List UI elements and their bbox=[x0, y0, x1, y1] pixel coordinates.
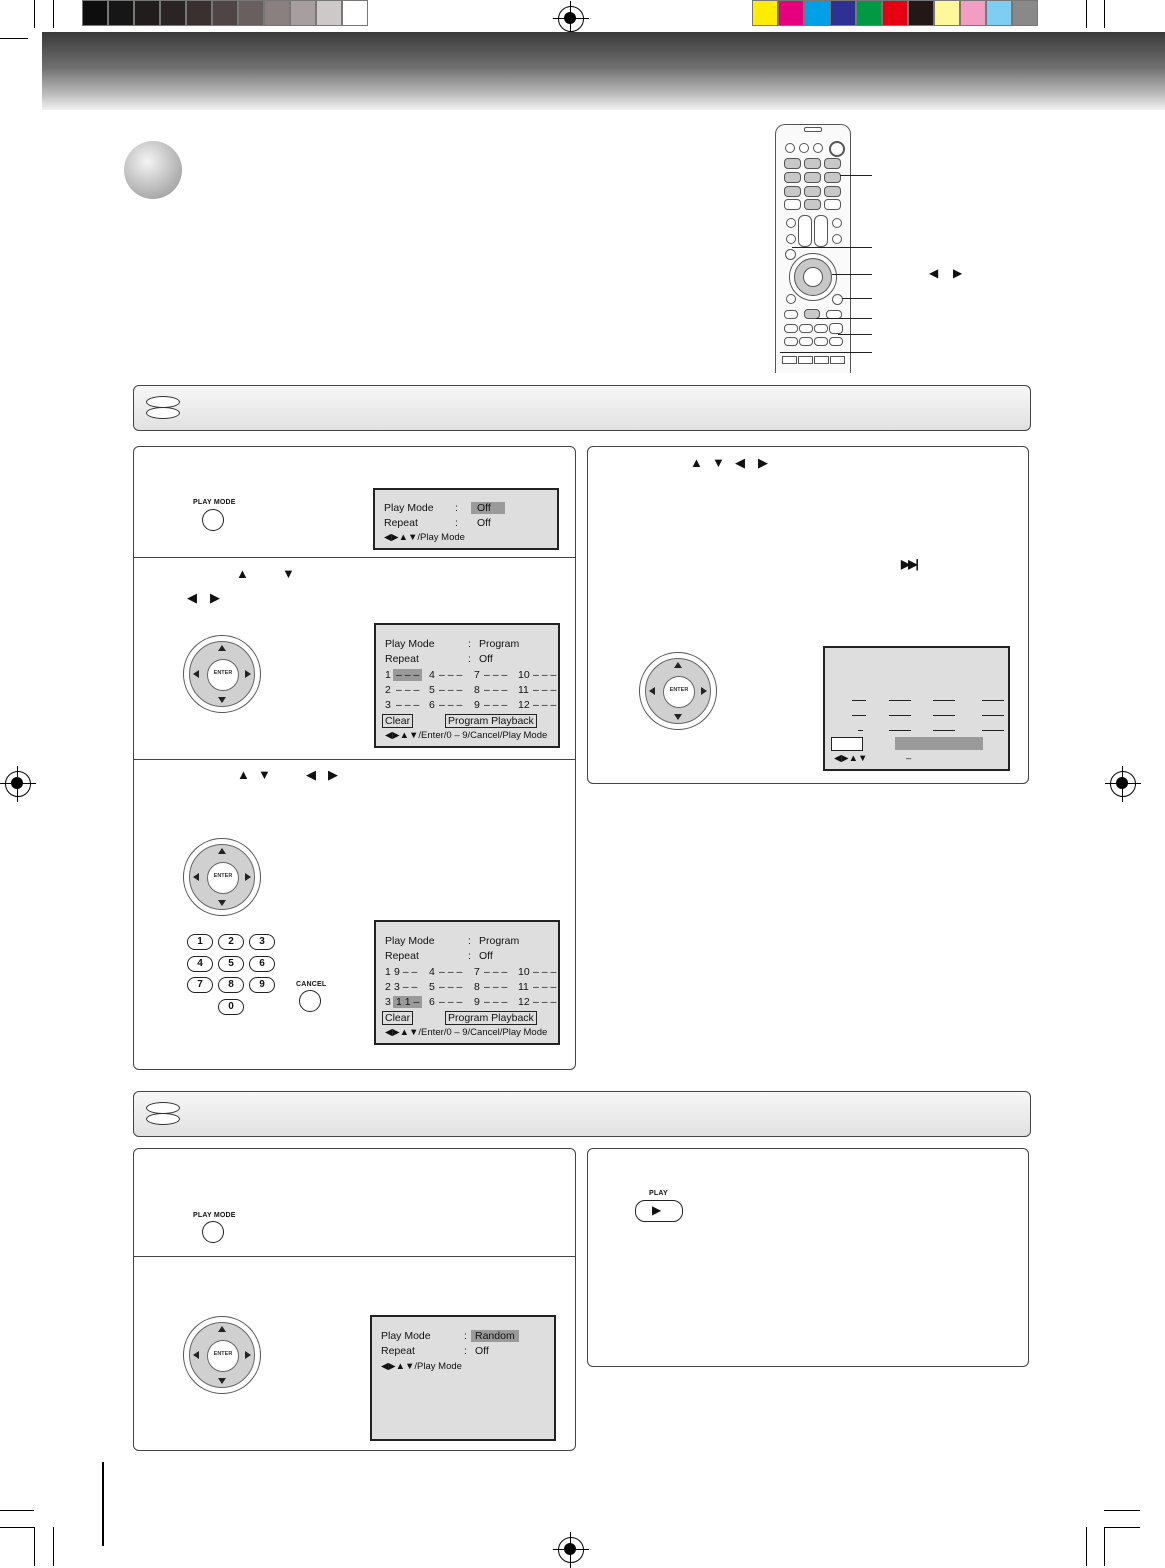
osd-hint: ◀▶▲▼/Enter/0 – 9/Cancel/Play Mode bbox=[385, 1027, 548, 1038]
osd-dash-text: – bbox=[906, 753, 912, 764]
remote-button bbox=[786, 294, 796, 304]
osd-hint: ◀▶▲▼/Play Mode bbox=[384, 532, 465, 543]
crop-mark bbox=[53, 1527, 54, 1566]
crop-mark bbox=[1086, 1527, 1087, 1566]
callout-line bbox=[780, 352, 872, 353]
osd-sep: : bbox=[468, 638, 471, 650]
color-swatch bbox=[82, 0, 108, 26]
left-arrow-glyph: ◀ bbox=[306, 767, 316, 782]
grid-slot: – – – bbox=[396, 684, 420, 696]
up-arrow-glyph: ▲ bbox=[236, 566, 249, 581]
remote-button bbox=[798, 356, 813, 364]
left-arrow-glyph: ◀ bbox=[735, 455, 745, 470]
color-swatch bbox=[316, 0, 342, 26]
osd-dash bbox=[858, 730, 863, 731]
grid-num: 11 bbox=[518, 684, 529, 696]
header-band bbox=[42, 32, 1165, 110]
osd-dash bbox=[889, 700, 911, 701]
osd-play-mode-off bbox=[373, 488, 559, 550]
number-key-0[interactable]: 0 bbox=[218, 999, 244, 1015]
grid-slot-selected: – – – bbox=[393, 669, 422, 681]
crop-mark bbox=[0, 1527, 34, 1528]
step-divider bbox=[133, 759, 576, 760]
callout-line bbox=[838, 334, 872, 335]
color-swatch bbox=[342, 0, 368, 26]
right-arrow-glyph: ▶ bbox=[210, 590, 220, 605]
dpad-enter[interactable] bbox=[183, 1316, 261, 1394]
dpad-enter[interactable] bbox=[639, 652, 717, 730]
remote-button bbox=[832, 234, 842, 244]
remote-control-illustration bbox=[775, 124, 851, 373]
remote-enter-button bbox=[803, 267, 823, 287]
grid-num: 6 bbox=[429, 699, 435, 711]
grid-slot: – – – bbox=[484, 684, 508, 696]
grid-slot: – – – bbox=[484, 669, 508, 681]
remote-button bbox=[814, 324, 828, 333]
remote-number-key bbox=[804, 172, 821, 183]
random-playback-section-bar bbox=[133, 1091, 1031, 1137]
number-key-2[interactable]: 2 bbox=[218, 934, 244, 950]
osd-play-mode-random bbox=[370, 1315, 556, 1441]
callout-right-arrow: ▶ bbox=[953, 266, 963, 280]
grid-num: 3 bbox=[385, 996, 391, 1008]
grid-slot: – – – bbox=[439, 699, 463, 711]
grid-num: 9 bbox=[474, 996, 480, 1008]
crop-mark bbox=[53, 0, 54, 28]
osd-repeat-label: Repeat bbox=[384, 517, 418, 529]
osd-dash bbox=[852, 700, 866, 701]
osd-dash bbox=[889, 715, 911, 716]
remote-button bbox=[784, 324, 798, 333]
color-swatch bbox=[934, 0, 960, 26]
grid-slot: – – – bbox=[533, 966, 557, 978]
remote-skip-button bbox=[829, 323, 843, 334]
grid-slot: – – – bbox=[439, 981, 463, 993]
grid-slot: – – – bbox=[533, 684, 557, 696]
osd-play-mode-label: Play Mode bbox=[381, 1330, 431, 1342]
remote-button bbox=[786, 218, 796, 228]
number-key-3[interactable]: 3 bbox=[249, 934, 275, 950]
crop-mark bbox=[0, 1510, 34, 1511]
grid-slot: – – – bbox=[533, 981, 557, 993]
grid-num: 2 bbox=[385, 981, 391, 993]
osd-program-filled bbox=[374, 920, 560, 1045]
osd-sep: : bbox=[464, 1345, 467, 1357]
grid-num: 5 bbox=[429, 684, 435, 696]
cd-disc-icon bbox=[146, 1102, 180, 1126]
grid-slot: – – – bbox=[396, 699, 420, 711]
gray-scale-swatches bbox=[82, 0, 368, 26]
osd-sep: : bbox=[464, 1330, 467, 1342]
number-key-7[interactable]: 7 bbox=[187, 977, 213, 993]
random-step3-panel bbox=[587, 1148, 1029, 1367]
crop-mark bbox=[1104, 1527, 1140, 1528]
enter-label: ENTER bbox=[213, 873, 233, 879]
osd-play-mode-label: Play Mode bbox=[385, 935, 435, 947]
crop-mark bbox=[0, 38, 28, 39]
remote-number-key bbox=[804, 186, 821, 197]
osd-dash bbox=[982, 730, 1004, 731]
osd-play-mode-value: Program bbox=[479, 638, 520, 650]
osd-program-playback-blurred bbox=[823, 646, 1010, 771]
number-key-6[interactable]: 6 bbox=[249, 956, 275, 972]
osd-program-empty bbox=[374, 623, 560, 748]
right-arrow-glyph: ▶ bbox=[328, 767, 338, 782]
grid-slot: 9 – – bbox=[394, 966, 418, 978]
osd-dash bbox=[933, 730, 955, 731]
remote-button bbox=[813, 143, 823, 153]
crop-mark bbox=[34, 0, 35, 28]
osd-sep: : bbox=[455, 517, 458, 529]
play-mode-button[interactable] bbox=[202, 509, 224, 531]
remote-number-key bbox=[824, 172, 841, 183]
number-key-1[interactable]: 1 bbox=[187, 934, 213, 950]
dpad-enter[interactable] bbox=[183, 635, 261, 713]
remote-volume-rocker bbox=[798, 215, 812, 247]
up-arrow-glyph: ▲ bbox=[690, 455, 703, 470]
color-swatch bbox=[108, 0, 134, 26]
grid-num: 12 bbox=[518, 996, 530, 1008]
remote-number-key bbox=[824, 158, 841, 169]
remote-zero-key bbox=[804, 199, 821, 210]
remote-button bbox=[799, 324, 813, 333]
osd-dash bbox=[982, 700, 1004, 701]
grid-num: 8 bbox=[474, 981, 480, 993]
osd-program-playback-highlight[interactable] bbox=[895, 737, 983, 750]
crop-mark bbox=[1104, 1527, 1105, 1566]
grid-num: 12 bbox=[518, 699, 530, 711]
grid-num: 5 bbox=[429, 981, 435, 993]
callout-left-arrow: ◀ bbox=[929, 266, 939, 280]
remote-button bbox=[832, 218, 842, 228]
remote-number-key bbox=[784, 158, 801, 169]
grid-slot: – – – bbox=[533, 996, 557, 1008]
remote-button bbox=[829, 337, 843, 346]
color-swatch bbox=[804, 0, 830, 26]
grid-num: 4 bbox=[429, 669, 435, 681]
down-arrow-glyph: ▼ bbox=[258, 767, 271, 782]
cancel-button-label: CANCEL bbox=[296, 981, 327, 988]
play-button-label: PLAY bbox=[649, 1190, 668, 1197]
remote-button bbox=[786, 234, 796, 244]
osd-clear-button[interactable]: Clear bbox=[382, 1011, 413, 1025]
up-arrow-glyph: ▲ bbox=[237, 767, 250, 782]
play-mode-button-label: PLAY MODE bbox=[193, 1212, 236, 1219]
remote-channel-rocker bbox=[814, 215, 828, 247]
grid-num: 11 bbox=[518, 981, 529, 993]
color-swatches bbox=[752, 0, 1038, 26]
number-key-8[interactable]: 8 bbox=[218, 977, 244, 993]
osd-repeat-value: Off bbox=[475, 1345, 489, 1357]
grid-slot: 3 – – bbox=[394, 981, 418, 993]
grid-slot: – – – bbox=[439, 684, 463, 696]
enter-label: ENTER bbox=[213, 670, 233, 676]
play-icon: ▶ bbox=[652, 1203, 662, 1217]
osd-sep: : bbox=[455, 502, 458, 514]
osd-program-playback-button[interactable]: Program Playback bbox=[445, 1011, 537, 1025]
registration-mark-bottom bbox=[558, 1537, 584, 1563]
grid-slot: – – – bbox=[533, 699, 557, 711]
right-arrow-glyph: ▶ bbox=[758, 455, 768, 470]
remote-number-key bbox=[784, 186, 801, 197]
color-swatch bbox=[160, 0, 186, 26]
cd-disc-icon bbox=[146, 396, 180, 420]
program-playback-section-bar bbox=[133, 385, 1031, 431]
registration-mark-top bbox=[558, 6, 584, 32]
remote-button bbox=[784, 199, 801, 210]
play-button[interactable] bbox=[635, 1200, 683, 1222]
callout-line bbox=[840, 175, 872, 176]
osd-sep: : bbox=[468, 653, 471, 665]
play-mode-button-label: PLAY MODE bbox=[193, 499, 236, 506]
remote-number-key bbox=[784, 172, 801, 183]
color-swatch bbox=[238, 0, 264, 26]
page-edge-mark bbox=[102, 1462, 104, 1546]
remote-button bbox=[785, 143, 795, 153]
osd-dash bbox=[982, 715, 1004, 716]
remote-power-button bbox=[829, 141, 845, 157]
osd-play-mode-value: Random bbox=[471, 1330, 519, 1342]
color-swatch bbox=[186, 0, 212, 26]
osd-repeat-value: Off bbox=[477, 517, 491, 529]
grid-slot-selected: 1 1 – bbox=[393, 996, 422, 1008]
osd-hint: ◀▶▲▼/Enter/0 – 9/Cancel/Play Mode bbox=[385, 730, 548, 741]
remote-clear-button bbox=[785, 249, 796, 260]
grid-slot: – – – bbox=[484, 966, 508, 978]
step-divider bbox=[133, 1256, 576, 1257]
left-arrow-glyph: ◀ bbox=[187, 590, 197, 605]
number-key-9[interactable]: 9 bbox=[249, 977, 275, 993]
color-swatch bbox=[960, 0, 986, 26]
callout-line bbox=[792, 247, 872, 248]
skip-next-icon: ▶▶| bbox=[901, 557, 917, 571]
callout-line bbox=[842, 298, 872, 299]
osd-play-mode-label: Play Mode bbox=[384, 502, 434, 514]
remote-button bbox=[824, 199, 841, 210]
number-key-4[interactable]: 4 bbox=[187, 956, 213, 972]
grid-num: 2 bbox=[385, 684, 391, 696]
registration-mark-left bbox=[5, 771, 31, 797]
grid-slot: – – – bbox=[439, 996, 463, 1008]
color-swatch bbox=[986, 0, 1012, 26]
play-mode-button[interactable] bbox=[202, 1221, 224, 1243]
grid-slot: – – – bbox=[533, 669, 557, 681]
color-swatch bbox=[752, 0, 778, 26]
remote-button bbox=[799, 143, 809, 153]
grid-num: 7 bbox=[474, 966, 480, 978]
remote-button bbox=[784, 337, 798, 346]
osd-sep: : bbox=[468, 935, 471, 947]
grid-slot: – – – bbox=[439, 669, 463, 681]
remote-button bbox=[814, 337, 828, 346]
color-swatch bbox=[134, 0, 160, 26]
grid-num: 6 bbox=[429, 996, 435, 1008]
number-key-5[interactable]: 5 bbox=[218, 956, 244, 972]
remote-return-button bbox=[832, 294, 843, 305]
dpad-enter[interactable] bbox=[183, 838, 261, 916]
crop-mark bbox=[1104, 0, 1105, 28]
grid-slot: – – – bbox=[484, 996, 508, 1008]
remote-button bbox=[784, 310, 798, 319]
enter-label: ENTER bbox=[669, 687, 689, 693]
remote-button bbox=[830, 356, 845, 364]
grid-num: 1 bbox=[385, 669, 391, 681]
osd-repeat-label: Repeat bbox=[385, 653, 419, 665]
osd-program-playback-button[interactable]: Program Playback bbox=[445, 714, 537, 728]
grid-slot: – – – bbox=[439, 966, 463, 978]
grid-num: 10 bbox=[518, 669, 530, 681]
remote-led bbox=[804, 127, 822, 132]
grid-num: 4 bbox=[429, 966, 435, 978]
osd-repeat-value: Off bbox=[479, 950, 493, 962]
grid-num: 10 bbox=[518, 966, 530, 978]
cancel-button[interactable] bbox=[299, 990, 321, 1012]
enter-label: ENTER bbox=[213, 1351, 233, 1357]
color-swatch bbox=[264, 0, 290, 26]
color-swatch bbox=[908, 0, 934, 26]
grid-num: 7 bbox=[474, 669, 480, 681]
crop-mark bbox=[34, 1527, 35, 1566]
osd-play-mode-label: Play Mode bbox=[385, 638, 435, 650]
color-swatch bbox=[778, 0, 804, 26]
title-bullet-sphere bbox=[124, 141, 182, 199]
osd-clear-button[interactable]: Clear bbox=[382, 714, 413, 728]
osd-dash bbox=[933, 700, 955, 701]
color-swatch bbox=[856, 0, 882, 26]
grid-num: 8 bbox=[474, 684, 480, 696]
osd-repeat-value: Off bbox=[479, 653, 493, 665]
osd-clear-box[interactable] bbox=[831, 737, 863, 751]
color-swatch bbox=[882, 0, 908, 26]
osd-play-mode-value: Program bbox=[479, 935, 520, 947]
grid-num: 3 bbox=[385, 699, 391, 711]
crop-mark bbox=[1104, 1510, 1140, 1511]
osd-hint: ◀▶▲▼ bbox=[834, 753, 868, 764]
grid-slot: – – – bbox=[484, 699, 508, 711]
osd-dash bbox=[933, 715, 955, 716]
step-divider bbox=[133, 557, 576, 558]
crop-mark bbox=[1086, 0, 1087, 28]
remote-number-key bbox=[824, 186, 841, 197]
color-swatch bbox=[1012, 0, 1038, 26]
osd-sep: : bbox=[468, 950, 471, 962]
osd-repeat-label: Repeat bbox=[385, 950, 419, 962]
down-arrow-glyph: ▼ bbox=[282, 566, 295, 581]
grid-num: 1 bbox=[385, 966, 391, 978]
down-arrow-glyph: ▼ bbox=[712, 455, 725, 470]
registration-mark-right bbox=[1110, 771, 1136, 797]
remote-button bbox=[782, 356, 797, 364]
remote-button bbox=[799, 337, 813, 346]
callout-line bbox=[816, 318, 872, 319]
color-swatch bbox=[212, 0, 238, 26]
color-swatch bbox=[290, 0, 316, 26]
osd-dash bbox=[852, 715, 866, 716]
osd-repeat-label: Repeat bbox=[381, 1345, 415, 1357]
osd-dash bbox=[889, 730, 911, 731]
callout-line bbox=[832, 274, 872, 275]
grid-num: 9 bbox=[474, 699, 480, 711]
remote-button bbox=[814, 356, 829, 364]
grid-slot: – – – bbox=[484, 981, 508, 993]
osd-play-mode-value: Off bbox=[471, 502, 505, 514]
remote-number-key bbox=[804, 158, 821, 169]
color-swatch bbox=[830, 0, 856, 26]
osd-hint: ◀▶▲▼/Play Mode bbox=[381, 1361, 462, 1372]
